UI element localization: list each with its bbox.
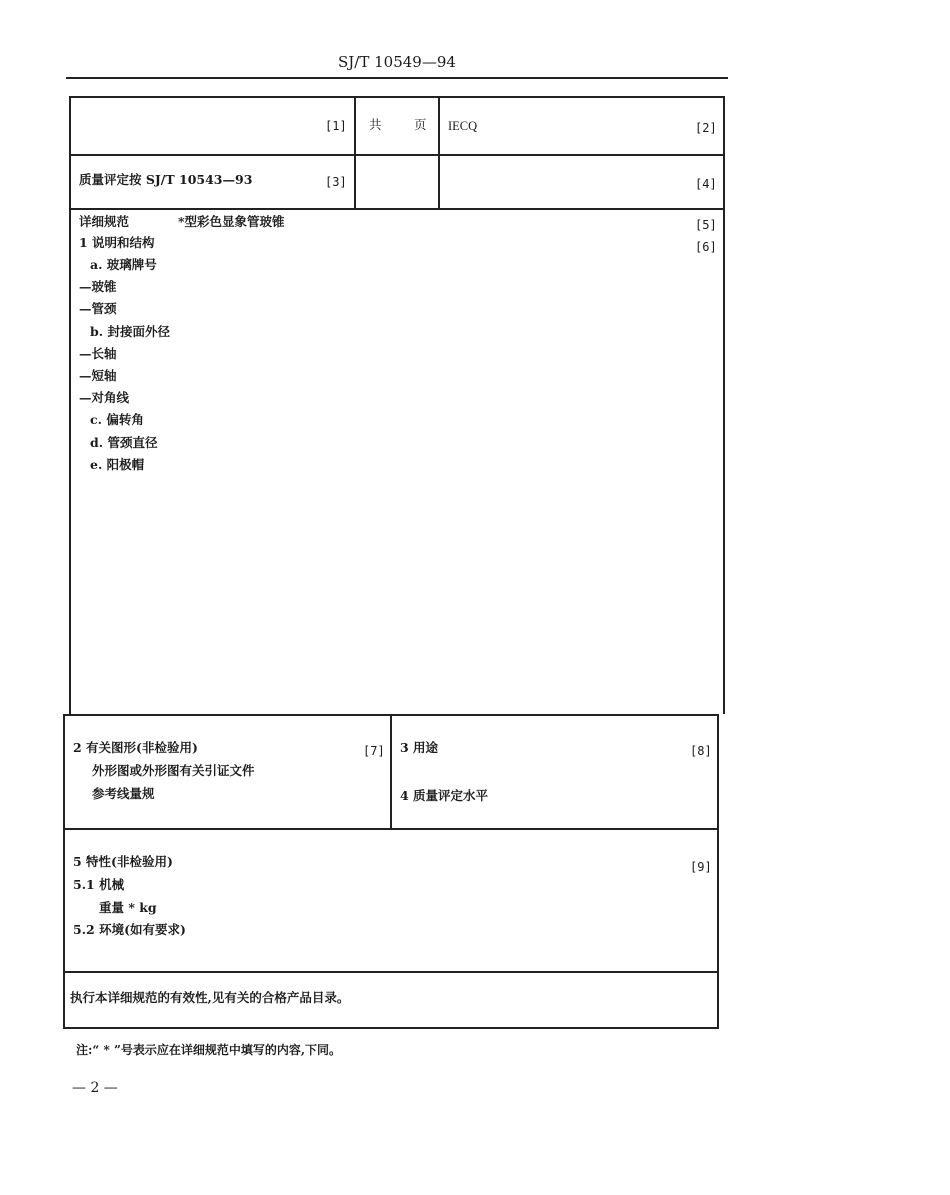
- list-item: a. 玻璃牌号: [90, 257, 157, 272]
- weight-field: 重量 * kg: [99, 900, 157, 915]
- total-label: 共: [369, 117, 382, 132]
- list-item: e. 阳极帽: [90, 457, 145, 472]
- field-ref-8: [8]: [690, 744, 712, 758]
- detail-spec-label: 详细规范: [79, 214, 130, 229]
- reference-gauge: 参考线量规: [92, 786, 155, 801]
- section-4-heading: 4 质量评定水平: [400, 788, 489, 803]
- section-5-2-heading: 5.2 环境(如有要求): [73, 922, 186, 937]
- section-5-1-heading: 5.1 机械: [73, 877, 125, 892]
- list-item: b. 封接面外径: [90, 324, 170, 339]
- field-ref-9: [9]: [690, 860, 712, 874]
- field-ref-4: [4]: [695, 177, 717, 191]
- list-item: c. 偏转角: [90, 412, 144, 427]
- field-ref-7: [7]: [363, 744, 385, 758]
- field-ref-5: [5]: [695, 218, 717, 232]
- validity-statement: 执行本详细规范的有效性,见有关的合格产品目录。: [70, 990, 350, 1005]
- pages-label: 页: [414, 117, 427, 132]
- list-item: —对角线: [79, 390, 130, 405]
- section-3-heading: 3 用途: [400, 740, 439, 755]
- list-item: d. 管颈直径: [90, 435, 158, 450]
- field-ref-6: [6]: [695, 240, 717, 254]
- drawing-reference: 外形图或外形图有关引证文件: [92, 763, 255, 778]
- list-item: —短轴: [79, 368, 117, 383]
- section-1-heading: 1 说明和结构: [79, 235, 155, 250]
- iecq-label: IECQ: [448, 119, 478, 133]
- page-number: — 2 —: [72, 1080, 118, 1096]
- quality-assessment-basis: 质量评定按 SJ/T 10543—93: [79, 172, 253, 187]
- list-item: —长轴: [79, 346, 117, 361]
- field-ref-1: [1]: [325, 119, 347, 133]
- field-ref-3: [3]: [325, 175, 347, 189]
- standard-code: SJ/T 10549—94: [338, 53, 456, 71]
- header-rule: [66, 77, 728, 79]
- list-item: —玻锥: [79, 279, 117, 294]
- section-2-heading: 2 有关图形(非检验用): [73, 740, 198, 755]
- detail-spec-title: *型彩色显象管玻锥: [178, 214, 285, 229]
- footnote: 注:“ * ”号表示应在详细规范中填写的内容,下同。: [76, 1043, 342, 1057]
- field-ref-2: [2]: [695, 121, 717, 135]
- list-item: —管颈: [79, 301, 117, 316]
- section-5-heading: 5 特性(非检验用): [73, 854, 173, 869]
